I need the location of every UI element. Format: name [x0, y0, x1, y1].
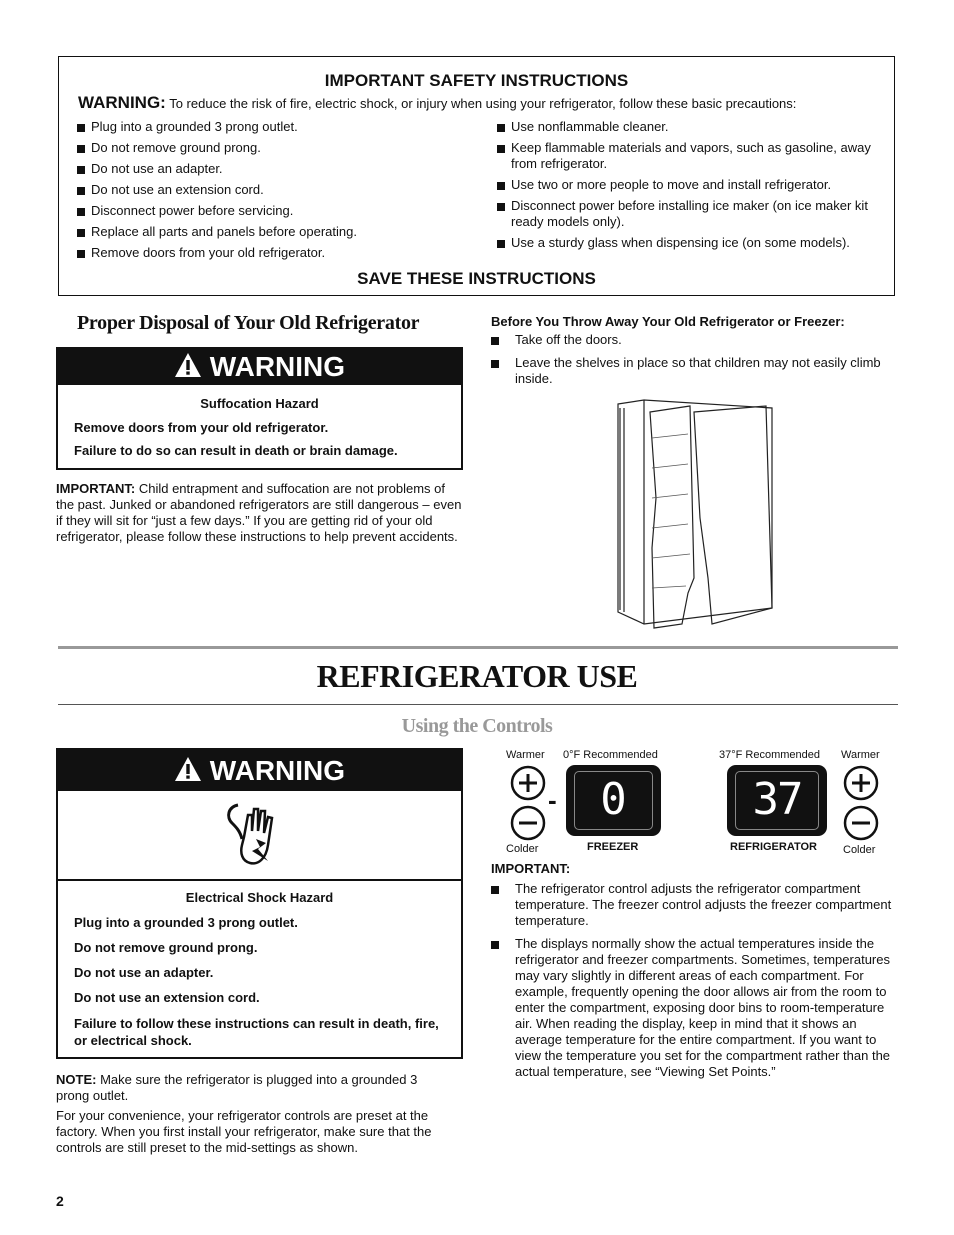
warning-triangle-icon: [174, 752, 202, 793]
freezer-display: [566, 765, 661, 836]
hazard-title: Electrical Shock Hazard: [185, 890, 334, 905]
fridge-colder-label: Colder: [843, 844, 876, 856]
hazard-line: Do not use an extension cord.: [74, 990, 260, 1005]
safety-title: IMPORTANT SAFETY INSTRUCTIONS: [324, 71, 629, 90]
use-important-label: IMPORTANT:: [491, 861, 571, 876]
section-divider-top: [58, 646, 898, 649]
page-number: 2: [56, 1193, 64, 1209]
fridge-label: REFRIGERATOR: [730, 841, 817, 853]
before-item: Take off the doors.: [491, 332, 896, 348]
safety-item: Use two or more people to move and install refrigerator.: [497, 177, 887, 193]
before-item: Leave the shelves in place so that children may not easily climb inside.: [491, 355, 896, 387]
shock-warning-box: [56, 748, 463, 1059]
important-item: The displays normally show the actual temperatures inside the refrigerator and freezer compartments. Sometimes, temperatures may vary slightly in different areas of each compartment. For example, frequently opening the door allows air from the room to enter the compartment, exposing door bins to room-temperature air. When reading the display, keep in mind that it shows an average temperature for the entire compartment. If you want to view the temperature you set for the compartment rather than the actual temperature, see “Viewing Set Points.”: [491, 936, 896, 1080]
safety-item: Replace all parts and panels before operating.: [77, 224, 477, 240]
safety-item: Keep flammable materials and vapors, such as gasoline, away from refrigerator.: [497, 140, 887, 172]
freezer-colder-button[interactable]: [510, 805, 546, 844]
fridge-warmer-label: Warmer: [841, 749, 880, 761]
save-instructions: SAVE THESE INSTRUCTIONS: [357, 269, 596, 288]
warning-header: [58, 349, 461, 385]
before-list: [491, 332, 896, 387]
hazard-title: Suffocation Hazard: [200, 396, 319, 411]
safety-item: Do not remove ground prong.: [77, 140, 477, 156]
safety-item: Plug into a grounded 3 prong outlet.: [77, 119, 477, 135]
safety-right-list: [497, 119, 887, 256]
safety-item: Do not use an extension cord.: [77, 182, 477, 198]
before-heading: Before You Throw Away Your Old Refrigerator or Freezer:: [491, 314, 845, 329]
freezer-warmer-button[interactable]: [510, 765, 546, 804]
safety-item: Use nonflammable cleaner.: [497, 119, 887, 135]
safety-item: Use a sturdy glass when dispensing ice (on some models).: [497, 235, 887, 251]
safety-warning-label: WARNING:: [78, 93, 166, 112]
note-label: NOTE:: [56, 1072, 97, 1087]
safety-item: Do not use an adapter.: [77, 161, 477, 177]
use-important-list: [491, 881, 896, 1080]
warning-header: [58, 750, 461, 791]
refrigerator-illustration: [612, 398, 777, 630]
freezer-minus-sign: -: [548, 785, 557, 815]
warning-word: WARNING: [209, 755, 346, 786]
hazard-line: Failure to follow these instructions can result in death, fire, or electrical shock.: [74, 1016, 439, 1048]
important-label: IMPORTANT:: [56, 481, 136, 496]
hazard-line: Do not use an adapter.: [74, 965, 214, 980]
suffocation-warning-box: [56, 347, 463, 470]
freezer-colder-label: Colder: [506, 843, 539, 855]
safety-warning-text: To reduce the risk of fire, electric shock, or injury when using your refrigerator, follow these basic precautions:: [169, 96, 797, 111]
warning-triangle-icon: [174, 351, 202, 387]
safety-left-list: [77, 119, 477, 266]
fridge-colder-button[interactable]: [843, 805, 879, 844]
freezer-warmer-label: Warmer: [506, 749, 545, 761]
important-text: Child entrapment and suffocation are not problems of the past. Junked or abandoned refrigerators are still dangerous – even if they will sit for “just a few days.” If you are getting rid of your old refrigerator, please follow these instructions to help prevent accidents.: [56, 481, 462, 544]
shock-icon-area: [58, 791, 461, 881]
disposal-heading: Proper Disposal of Your Old Refrigerator: [77, 312, 420, 334]
important-item: The refrigerator control adjusts the refrigerator compartment temperature. The freezer control adjusts the freezer compartment temperature.: [491, 881, 896, 929]
section-divider-bottom: [58, 704, 898, 705]
disposal-important: [56, 481, 463, 545]
hazard-line: Remove doors from your old refrigerator.: [74, 420, 329, 435]
hazard-line: Plug into a grounded 3 prong outlet.: [74, 915, 298, 930]
fridge-temperature-value: 37: [752, 774, 802, 825]
control-panel-illustration: [500, 748, 900, 858]
fridge-recommended-label: 37°F Recommended: [719, 749, 821, 761]
safety-item: Disconnect power before installing ice maker (on ice maker kit ready models only).: [497, 198, 887, 230]
hazard-line: Do not remove ground prong.: [74, 940, 258, 955]
hazard-line: Failure to do so can result in death or brain damage.: [74, 443, 398, 458]
safety-item: Disconnect power before servicing.: [77, 203, 477, 219]
freezer-temperature-value: 0: [600, 774, 627, 825]
safety-instructions-box: [58, 56, 895, 296]
section-title: REFRIGERATOR USE: [316, 658, 638, 694]
electric-shock-hand-icon: [218, 801, 288, 876]
freezer-recommended-label: 0°F Recommended: [563, 749, 658, 761]
note-text: Make sure the refrigerator is plugged into a grounded 3 prong outlet.: [56, 1072, 418, 1103]
warning-word: WARNING: [209, 351, 346, 382]
section-subtitle: Using the Controls: [401, 715, 553, 737]
safety-item: Remove doors from your old refrigerator.: [77, 245, 477, 261]
fridge-warmer-button[interactable]: [843, 765, 879, 804]
safety-warning-line: [78, 93, 796, 113]
freezer-label: FREEZER: [587, 841, 639, 853]
note: [56, 1072, 451, 1104]
convenience-text: For your convenience, your refrigerator controls are preset at the factory. When you first install your refrigerator, make sure that the controls are still preset to the mid-settings as shown.: [56, 1108, 432, 1155]
fridge-display: [727, 765, 827, 836]
